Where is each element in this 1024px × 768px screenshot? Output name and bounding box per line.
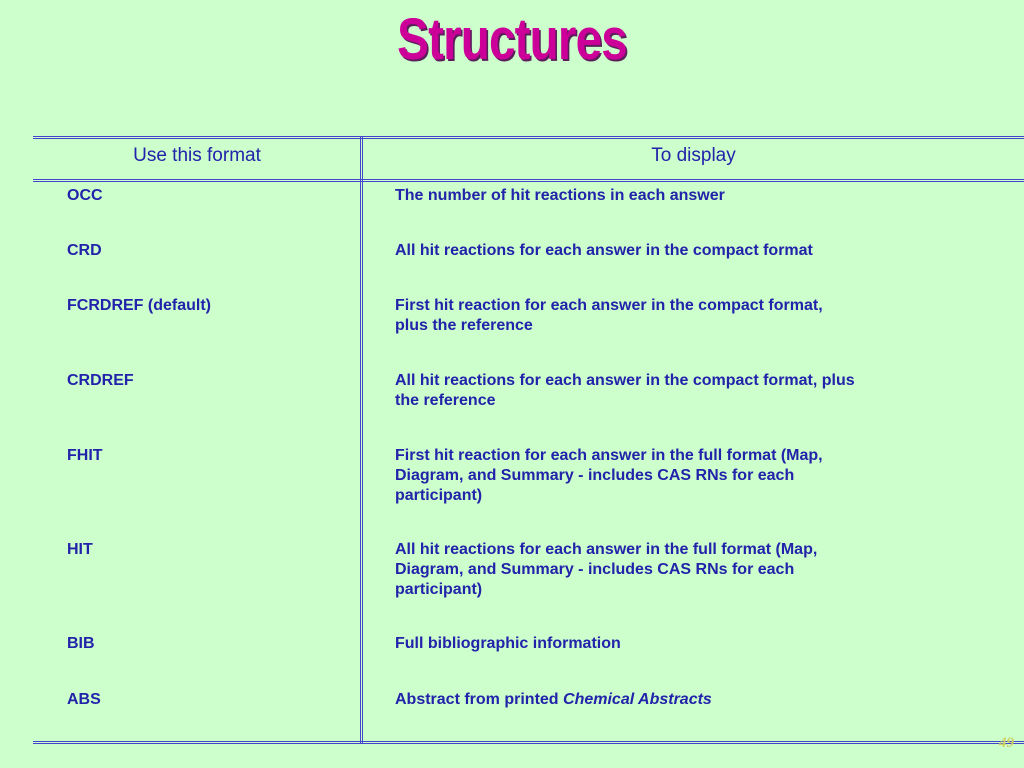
column-header-format: Use this format xyxy=(133,145,261,166)
table-row-display xyxy=(395,634,1023,654)
display-line: Diagram, and Summary - includes CAS RNs for each xyxy=(395,467,795,484)
page-number: 49 xyxy=(999,735,1014,751)
table-top-rule xyxy=(33,136,1024,139)
display-italic-title: Chemical Abstracts xyxy=(563,691,712,708)
table-row-display xyxy=(395,296,1023,336)
table-row-format: OCC xyxy=(67,187,103,204)
table-row-display xyxy=(395,186,1023,206)
display-line: First hit reaction for each answer in the full format (Map, xyxy=(395,447,823,464)
display-line: plus the reference xyxy=(395,317,533,334)
table-row-format: CRDREF xyxy=(67,372,134,389)
table-row-display xyxy=(395,446,1023,506)
table-row-display xyxy=(395,690,1023,710)
table-row-format: HIT xyxy=(67,541,93,558)
table-row-format: FCRDREF (default) xyxy=(67,297,211,314)
table-row-display xyxy=(395,241,1023,261)
display-line: participant) xyxy=(395,487,483,504)
display-line: All hit reactions for each answer in the compact format, plus xyxy=(395,372,855,389)
table-row-format: CRD xyxy=(67,242,102,259)
slide-title: Structures xyxy=(397,7,627,72)
table-column-divider xyxy=(360,137,363,743)
table-header-rule xyxy=(33,179,1024,182)
table-row-display xyxy=(395,540,1023,600)
table-row-display xyxy=(395,371,1023,411)
table-row-format: ABS xyxy=(67,691,101,708)
table-bottom-rule xyxy=(33,741,1024,744)
table-row-format: FHIT xyxy=(67,447,103,464)
table-row-format: BIB xyxy=(67,635,95,652)
display-line: Diagram, and Summary - includes CAS RNs for each xyxy=(395,561,795,578)
display-line: The number of hit reactions in each answer xyxy=(395,187,725,204)
display-line: All hit reactions for each answer in the compact format xyxy=(395,242,813,259)
display-prefix: Abstract from printed xyxy=(395,691,564,708)
display-line: the reference xyxy=(395,392,496,409)
display-line: First hit reaction for each answer in the compact format, xyxy=(395,297,823,314)
column-header-display: To display xyxy=(651,145,736,166)
display-line: Full bibliographic information xyxy=(395,635,621,652)
display-line: All hit reactions for each answer in the full format (Map, xyxy=(395,541,818,558)
display-line: participant) xyxy=(395,581,483,598)
